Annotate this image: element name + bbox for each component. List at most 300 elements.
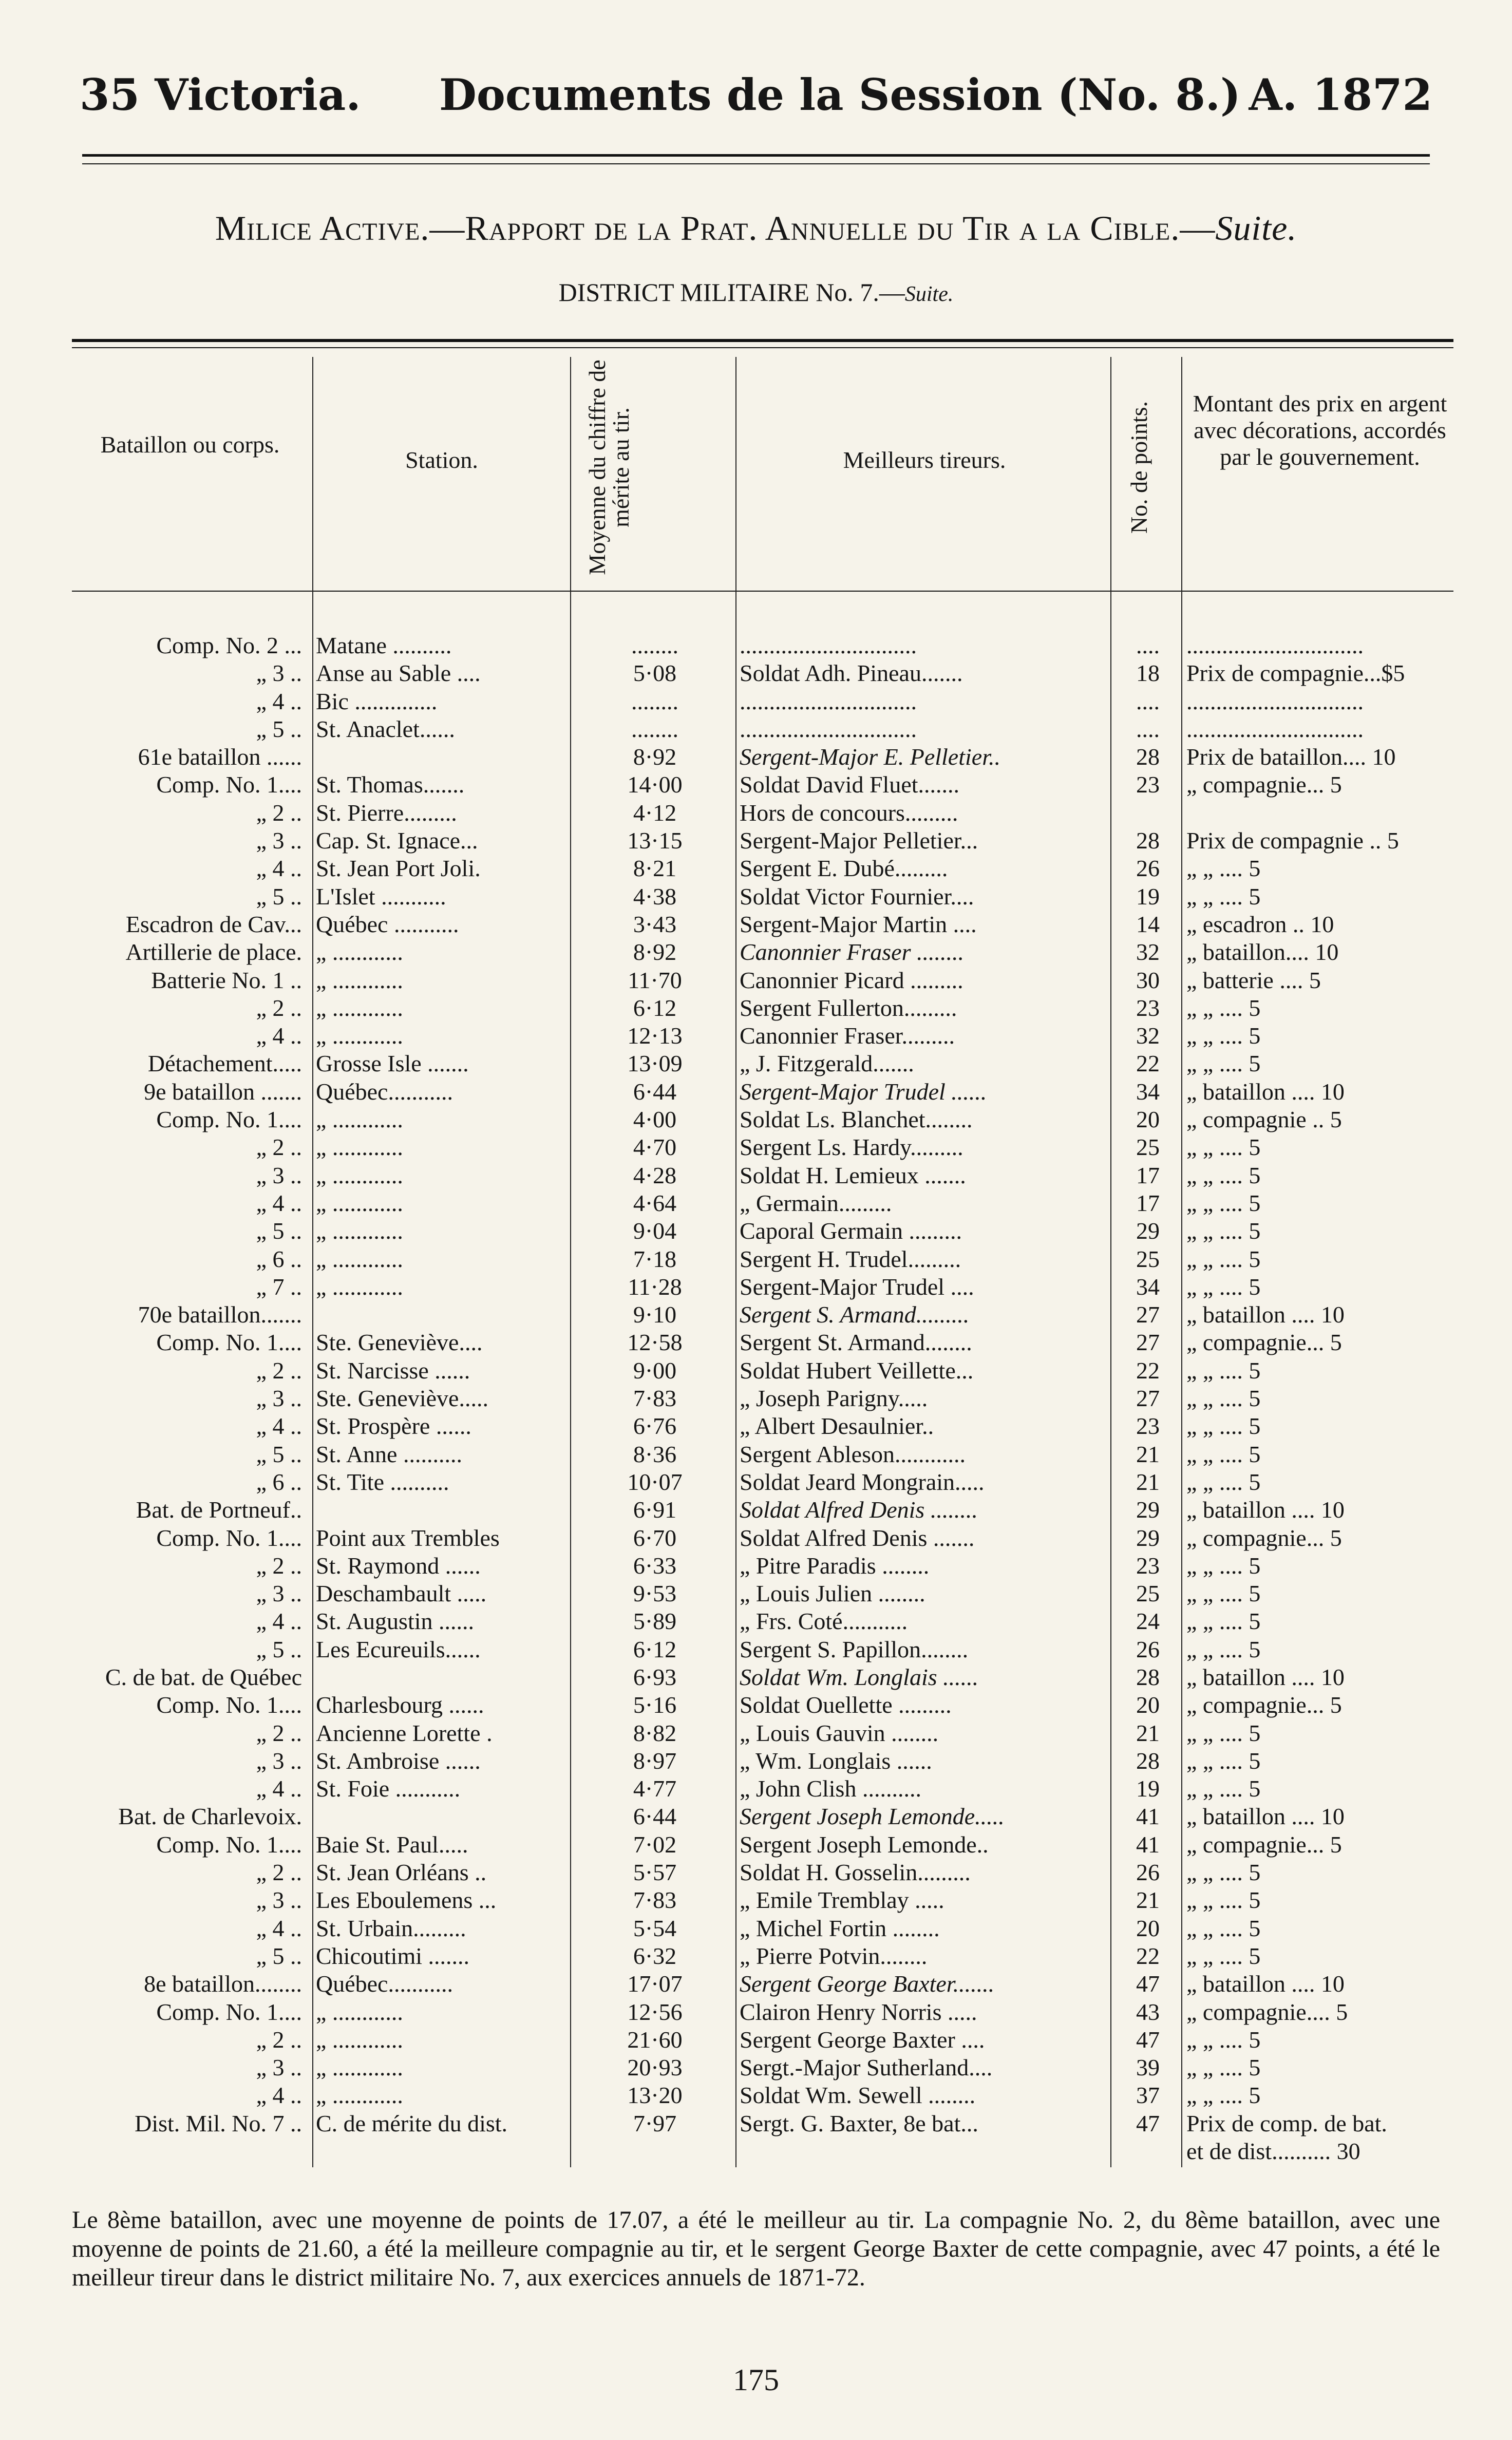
table-row [72,1441,1453,1468]
cell-prix: „ „ .... 5 [1186,1441,1261,1467]
table-row [72,2138,1453,2165]
table-row [72,1050,1453,1077]
table-row [72,1273,1453,1301]
table-row [72,659,1453,687]
cell-moyenne: 7·97 [633,2110,677,2136]
cell-tireur: „ John Clish .......... [740,1775,921,1802]
running-head [49,59,1463,121]
cell-tireur: Soldat H. Lemieux ....... [740,1162,966,1188]
cell-prix: „ „ .... 5 [1186,1552,1261,1579]
cell-prix: „ compagnie... 5 [1186,771,1342,798]
table-row [72,967,1453,994]
col-header-points: No. de points. [1126,401,1152,534]
cell-tireur: Sergt.-Major Sutherland.... [740,2054,993,2081]
cell-corps: Comp. No. 1.... [156,1329,302,1356]
cell-moyenne: 4·64 [633,1189,677,1216]
cell-points: 37 [1136,2082,1160,2109]
table-row [72,1329,1453,1356]
table-row [72,2054,1453,2082]
cell-points: 34 [1136,1273,1160,1300]
cell-corps: „ 5 .. [256,1218,302,1244]
cell-points: 26 [1136,1636,1160,1662]
cell-corps: „ 4 .. [256,855,302,882]
cell-station: „ ............ [316,1218,403,1244]
cell-station: St. Tite .......... [316,1468,449,1495]
cell-prix: „ compagnie... 5 [1186,1524,1342,1551]
cell-points: 41 [1136,1803,1160,1830]
cell-station: „ ............ [316,939,403,966]
cell-corps: „ 5 .. [256,715,302,742]
col-header-bataillon: Bataillon ou corps. [100,431,280,458]
cell-corps: 61e bataillon ...... [138,744,302,770]
cell-corps: C. de bat. de Québec [105,1663,302,1690]
table-row [72,1162,1453,1189]
cell-points: 23 [1136,1413,1160,1440]
cell-prix: „ „ .... 5 [1186,1608,1261,1635]
cell-points: 32 [1136,939,1160,966]
cell-tireur: Caporal Germain ......... [740,1218,962,1244]
cell-moyenne: 6·32 [633,1942,677,1969]
table-row [72,1496,1453,1524]
cell-moyenne: 7·02 [633,1831,677,1858]
cell-points: 28 [1136,744,1160,770]
cell-station: St. Anaclet...... [316,715,455,742]
cell-moyenne: ........ [631,715,678,742]
cell-station: St. Jean Port Joli. [316,855,481,882]
cell-station: Ancienne Lorette . [316,1719,493,1746]
district-subtitle [72,277,1440,307]
cell-points: 19 [1136,883,1160,910]
cell-tireur: „ Frs. Coté........... [740,1608,908,1635]
cell-corps: 70e bataillon....... [138,1301,302,1328]
cell-corps: Comp. No. 2 ... [156,632,302,658]
cell-station: St. Raymond ...... [316,1552,481,1579]
cell-station: Ste. Geneviève.... [316,1329,483,1356]
cell-prix: „ compagnie... 5 [1186,1692,1342,1718]
cell-prix: Prix de bataillon.... 10 [1186,744,1396,770]
cell-prix: „ „ .... 5 [1186,1162,1261,1188]
cell-tireur: Sergent-Major Trudel ...... [740,1078,987,1105]
cell-tireur: Canonnier Fraser......... [740,1023,955,1049]
cell-points: 23 [1136,1552,1160,1579]
cell-points: 19 [1136,1775,1160,1802]
cell-moyenne: 6·12 [633,1636,677,1662]
cell-corps: „ 2 .. [256,2026,302,2053]
table-row [72,1552,1453,1580]
cell-points: 29 [1136,1524,1160,1551]
cell-moyenne: 5·89 [633,1608,677,1635]
cell-moyenne: 6·76 [633,1413,677,1440]
cell-moyenne: 17·07 [627,1971,683,1997]
cell-prix: „ bataillon .... 10 [1186,1078,1345,1105]
cell-moyenne: 12·58 [627,1329,683,1356]
cell-corps: „ 4 .. [256,2082,302,2109]
cell-corps: „ 4 .. [256,1608,302,1635]
cell-corps: „ 2 .. [256,1134,302,1161]
cell-points: 23 [1136,771,1160,798]
cell-moyenne: 5·54 [633,1915,677,1941]
cell-station: „ ............ [316,967,403,993]
cell-tireur: Soldat Ouellette ......... [740,1692,952,1718]
title-main: Milice Active.—Rapport de la Prat. Annuelle du Tir a la Cible.— [215,209,1216,248]
cell-points: 25 [1136,1134,1160,1161]
cell-points: 47 [1136,2110,1160,2136]
cell-prix: „ compagnie .. 5 [1186,1106,1342,1133]
cell-tireur: „ Emile Tremblay ..... [740,1887,944,1914]
cell-moyenne: 4·00 [633,1106,677,1133]
cell-points: 32 [1136,1023,1160,1049]
cell-station: Québec........... [316,1971,453,1997]
cell-corps: „ 2 .. [256,1719,302,1746]
cell-moyenne: 14·00 [627,771,683,798]
cell-prix: „ escadron .. 10 [1186,911,1334,937]
cell-station: „ ............ [316,2026,403,2053]
cell-points: 29 [1136,1497,1160,1523]
cell-prix: „ bataillon .... 10 [1186,1663,1345,1690]
cell-station: St. Urbain......... [316,1915,466,1941]
cell-points: 47 [1136,2026,1160,2053]
cell-prix: „ „ .... 5 [1186,1468,1261,1495]
cell-prix: „ „ .... 5 [1186,1134,1261,1161]
cell-moyenne: 21·60 [627,2026,683,2053]
table-row [72,994,1453,1022]
cell-station: L'Islet ........... [316,883,446,910]
cell-corps: „ 4 .. [256,1413,302,1440]
cell-tireur: Canonnier Picard ......... [740,967,963,993]
table-row [72,1524,1453,1552]
cell-prix: „ „ .... 5 [1186,1859,1261,1886]
cell-tireur: Canonnier Fraser ........ [740,939,964,966]
page-number: 175 [733,2363,779,2397]
cell-station: „ ............ [316,2054,403,2081]
table-row [72,1357,1453,1385]
cell-prix: „ batterie .... 5 [1186,967,1321,993]
cell-corps: „ 6 .. [256,1245,302,1272]
cell-tireur: Sergent Joseph Lemonde..... [740,1803,1005,1830]
table-row [72,1859,1453,1886]
cell-prix: „ „ .... 5 [1186,855,1261,882]
cell-points: 14 [1136,911,1160,937]
cell-corps: „ 4 .. [256,1775,302,1802]
cell-prix: „ bataillon .... 10 [1186,1971,1345,1997]
cell-tireur: Soldat Adh. Pineau....... [740,660,963,687]
header-center: Documents de la Session (No. 8.) [439,69,1241,120]
cell-corps: „ 5 .. [256,883,302,910]
table-row [72,1385,1453,1412]
cell-moyenne: 6·93 [633,1663,677,1690]
cell-tireur: Soldat Wm. Longlais ...... [740,1663,979,1690]
table-row [72,1915,1453,1942]
cell-corps: Comp. No. 1.... [156,771,302,798]
table-row [72,1468,1453,1496]
cell-tireur: Sergent S. Papillon........ [740,1636,969,1662]
cell-corps: Comp. No. 1.... [156,1831,302,1858]
table-row [72,1663,1453,1691]
cell-corps: Comp. No. 1.... [156,1998,302,2025]
cell-station: Québec........... [316,1078,453,1105]
cell-tireur: Soldat Alfred Denis ....... [740,1524,975,1551]
cell-corps: „ 3 .. [256,1385,302,1412]
cell-corps: „ 2 .. [256,1859,302,1886]
cell-tireur: Sergent Ls. Hardy......... [740,1134,963,1161]
cell-moyenne: 5·57 [633,1859,677,1886]
cell-prix: „ „ .... 5 [1186,1050,1261,1077]
cell-prix: „ „ .... 5 [1186,1775,1261,1802]
cell-tireur: Sergent George Baxter .... [740,2026,985,2053]
cell-points: 24 [1136,1608,1160,1635]
cell-tireur: Sergent Joseph Lemonde.. [740,1831,989,1858]
cell-tireur: „ J. Fitzgerald....... [740,1050,914,1077]
cell-tireur: „ Pierre Potvin........ [740,1942,928,1969]
cell-prix: „ „ .... 5 [1186,1915,1261,1941]
cell-station: „ ............ [316,1162,403,1188]
cell-moyenne: 5·08 [633,660,677,687]
cell-moyenne: 13·09 [627,1050,683,1077]
cell-tireur: „ Germain......... [740,1189,892,1216]
cell-tireur: Soldat Ls. Blanchet........ [740,1106,973,1133]
cell-points: 21 [1136,1719,1160,1746]
table-row [72,883,1453,911]
table-row [72,688,1453,715]
cell-station: St. Anne .......... [316,1441,462,1467]
cell-corps: Escadron de Cav... [125,911,302,937]
cell-station: Point aux Trembles [316,1524,500,1551]
cell-moyenne: 7·18 [633,1245,677,1272]
cell-corps: „ 4 .. [256,688,302,714]
district-label: DISTRICT MILITAIRE No. 7.— [558,278,905,307]
cell-tireur: Soldat Alfred Denis ........ [740,1497,978,1523]
header-rule-bottom [82,163,1430,164]
cell-points: 26 [1136,855,1160,882]
cell-station: Baie St. Paul..... [316,1831,468,1858]
table-row [72,1636,1453,1663]
cell-moyenne: 6·44 [633,1078,677,1105]
cell-tireur: Sergent H. Trudel......... [740,1245,961,1272]
cell-corps: „ 3 .. [256,2054,302,2081]
cell-prix: „ „ .... 5 [1186,994,1261,1021]
cell-points: 22 [1136,1050,1160,1077]
table-row [72,2110,1453,2138]
cell-moyenne: 12·13 [627,1023,683,1049]
cell-corps: „ 6 .. [256,1468,302,1495]
cell-tireur: Hors de concours......... [740,799,958,826]
cell-corps: „ 5 .. [256,1441,302,1467]
cell-points: 28 [1136,1663,1160,1690]
cell-corps: „ 4 .. [256,1915,302,1941]
cell-moyenne: 6·12 [633,994,677,1021]
cell-tireur: Sergent St. Armand........ [740,1329,972,1356]
cell-moyenne: 11·28 [628,1273,682,1300]
cell-moyenne: 11·70 [628,967,682,993]
cell-station: Grosse Isle ....... [316,1050,469,1077]
table-row [72,1412,1453,1440]
table-row [72,1078,1453,1106]
cell-tireur: „ Wm. Longlais ...... [740,1747,932,1774]
cell-corps: Comp. No. 1.... [156,1106,302,1133]
cell-prix: „ bataillon .... 10 [1186,1497,1345,1523]
cell-moyenne: 12·56 [627,1998,683,2025]
table-row [72,855,1453,882]
cell-prix: „ „ .... 5 [1186,1273,1261,1300]
table-row [72,827,1453,855]
cell-corps: 9e bataillon ....... [144,1078,302,1105]
cell-station: St. Ambroise ...... [316,1747,481,1774]
cell-tireur: Sergent-Major E. Pelletier.. [740,744,1000,770]
cell-corps: „ 2 .. [256,1357,302,1384]
cell-moyenne: 4·77 [633,1775,677,1802]
cell-points: 30 [1136,967,1160,993]
cell-corps: „ 3 .. [256,1747,302,1774]
cell-prix: „ „ .... 5 [1186,1719,1261,1746]
cell-corps: 8e bataillon........ [144,1971,302,1997]
table-row [72,1998,1453,2026]
cell-station: Cap. St. Ignace... [316,827,478,854]
table-row [72,1691,1453,1719]
cell-tireur: Sergent E. Dubé......... [740,855,948,882]
cell-station: „ ............ [316,994,403,1021]
cell-prix: .............................. [1186,715,1364,742]
cell-tireur: Sergent-Major Martin .... [740,911,977,937]
cell-station: St. Jean Orléans .. [316,1859,487,1886]
cell-points: .... [1136,632,1160,658]
table-row [72,632,1453,659]
cell-tireur: „ Louis Julien ........ [740,1580,925,1607]
cell-points: 22 [1136,1357,1160,1384]
table-row [72,1831,1453,1859]
district-suite: Suite. [904,282,954,306]
table-row [72,1580,1453,1607]
cell-points: 21 [1136,1441,1160,1467]
cell-station: „ ............ [316,1189,403,1216]
cell-corps: Bat. de Portneuf.. [136,1497,302,1523]
cell-prix: „ „ .... 5 [1186,1385,1261,1412]
cell-prix: „ bataillon .... 10 [1186,1301,1345,1328]
cell-corps: „ 3 .. [256,1162,302,1188]
cell-points: 39 [1136,2054,1160,2081]
cell-moyenne: 4·70 [633,1134,677,1161]
cell-points: 21 [1136,1468,1160,1495]
cell-points: 18 [1136,660,1160,687]
table-row [72,2082,1453,2109]
table-row [72,1775,1453,1803]
cell-station: St. Pierre......... [316,799,457,826]
cell-corps: Bat. de Charlevoix. [118,1803,302,1830]
cell-tireur: Sergent George Baxter....... [740,1971,995,1997]
cell-moyenne: 9·00 [633,1357,677,1384]
cell-points: 20 [1136,1106,1160,1133]
cell-points: 29 [1136,1218,1160,1244]
cell-prix: „ „ .... 5 [1186,1580,1261,1607]
cell-corps: „ 2 .. [256,994,302,1021]
cell-tireur: .............................. [740,715,917,742]
cell-points: 41 [1136,1831,1160,1858]
cell-tireur: Soldat Jeard Mongrain..... [740,1468,985,1495]
cell-corps: „ 5 .. [256,1942,302,1969]
cell-tireur: „ Albert Desaulnier.. [740,1413,934,1440]
cell-moyenne: 6·33 [633,1552,677,1579]
cell-prix: Prix de compagnie .. 5 [1186,827,1399,854]
header-left: 35 Victoria. [80,69,361,120]
cell-points: 43 [1136,1998,1160,2025]
cell-prix: „ „ .... 5 [1186,1636,1261,1662]
cell-moyenne: 8·82 [633,1719,677,1746]
footnote: Le 8ème bataillon, avec une moyenne de points de 17.07, a été le meilleur au tir. La compagnie No. 2, du 8ème bataillon, avec une moyenne de points de 21.60, a été la meilleure compagnie au tir, et le sergent George Baxter de cette compagnie, avec 47 points, a été le meilleur tireur dans le district militaire No. 7, aux exercices annuels de 1871-72. [72,2206,1440,2291]
cell-prix: „ „ .... 5 [1186,2082,1261,2109]
cell-prix: „ compagnie.... 5 [1186,1998,1348,2025]
cell-station: St. Thomas....... [316,771,465,798]
cell-tireur: Sergent S. Armand......... [740,1301,970,1328]
col-header-moyenne: Moyenne du chiffre de mérite au tir. [584,360,634,575]
cell-moyenne: 7·83 [633,1385,677,1412]
table-row [72,1719,1453,1747]
cell-tireur: Soldat Hubert Veillette... [740,1357,974,1384]
cell-corps: „ 3 .. [256,1887,302,1914]
cell-moyenne: 8·21 [633,855,677,882]
cell-points: 47 [1136,1971,1160,1997]
cell-moyenne: 6·91 [633,1497,677,1523]
table-row [72,1747,1453,1775]
cell-station: St. Augustin ...... [316,1608,475,1635]
cell-moyenne: 9·53 [633,1580,677,1607]
cell-tireur: Soldat H. Gosselin......... [740,1859,971,1886]
cell-prix: „ „ .... 5 [1186,1887,1261,1914]
cell-prix: Prix de compagnie...$5 [1186,660,1405,687]
cell-station: Chicoutimi ....... [316,1942,469,1969]
cell-station: Les Eboulemens ... [316,1887,497,1914]
cell-points: 17 [1136,1189,1160,1216]
cell-station: Matane .......... [316,632,452,658]
cell-corps: „ 3 .. [256,827,302,854]
cell-tireur: „ Michel Fortin ........ [740,1915,940,1941]
cell-points: .... [1136,715,1160,742]
cell-station: Les Ecureuils...... [316,1636,481,1662]
cell-points: 21 [1136,1887,1160,1914]
cell-tireur: „ Joseph Parigny..... [740,1385,928,1412]
table-row [72,771,1453,799]
col-header-tireurs: Meilleurs tireurs. [843,447,1006,473]
table-row [72,2026,1453,2054]
results-table [72,339,1453,2167]
cell-prix: „ „ .... 5 [1186,1747,1261,1774]
cell-corps: „ 5 .. [256,1636,302,1662]
cell-tireur: Soldat David Fluet....... [740,771,960,798]
cell-points: 23 [1136,994,1160,1021]
cell-tireur: „ Louis Gauvin ........ [740,1719,939,1746]
col-header-montant: Montant des prix en argent avec décorations, accordés par le gouvernement. [1193,390,1447,470]
table-row [72,1245,1453,1273]
cell-points: 20 [1136,1692,1160,1718]
table-row [72,1970,1453,1998]
cell-prix: „ „ .... 5 [1186,883,1261,910]
table-row [72,743,1453,771]
cell-corps: Comp. No. 1.... [156,1524,302,1551]
cell-station: Bic .............. [316,688,438,714]
cell-prix: „ „ .... 5 [1186,1218,1261,1244]
cell-corps: Artillerie de place. [125,939,302,966]
cell-moyenne: 3·43 [633,911,677,937]
cell-prix: „ bataillon .... 10 [1186,1803,1345,1830]
table-row [72,1886,1453,1914]
cell-points: 22 [1136,1942,1160,1969]
cell-points: 27 [1136,1329,1160,1356]
cell-corps: Dist. Mil. No. 7 .. [135,2110,302,2136]
cell-corps: „ 7 .. [256,1273,302,1300]
cell-moyenne: 8·36 [633,1441,677,1467]
cell-corps: „ 2 .. [256,1552,302,1579]
cell-tireur: Sergent Ableson............ [740,1441,966,1467]
table-row [72,1803,1453,1830]
cell-moyenne: 4·38 [633,883,677,910]
